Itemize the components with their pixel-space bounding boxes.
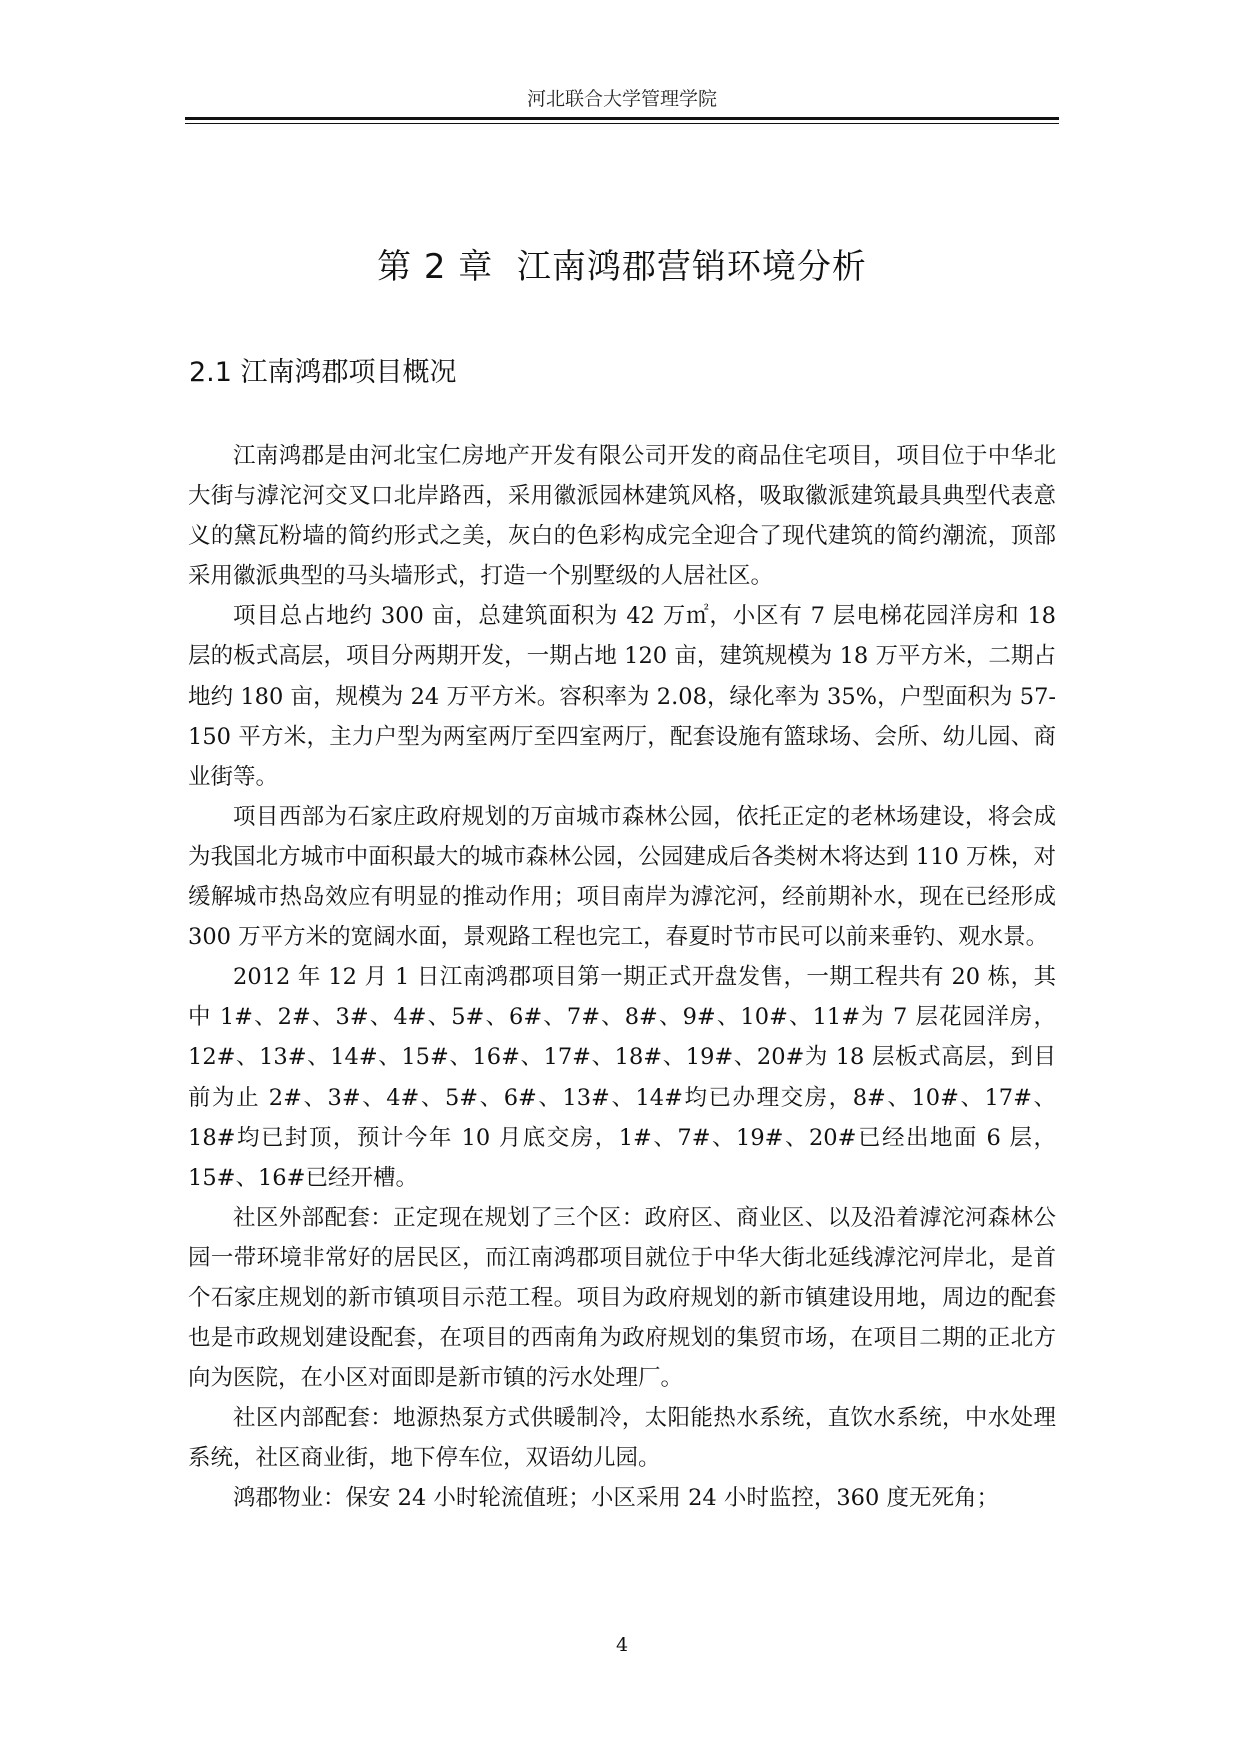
header-rule-thin bbox=[185, 123, 1059, 124]
body-text bbox=[188, 436, 1056, 1519]
header-rule-thick bbox=[185, 117, 1059, 120]
page-number: 4 bbox=[615, 1634, 629, 1656]
paragraph-sales-progress: 2012 年 12 月 1 日江南鸿郡项目第一期正式开盘发售，一期工程共有 20 栋，其中 1#、2#、3#、4#、5#、6#、7#、8#、9#、10#、11#为 7 层花园洋房，12#、13#、14#、15#、16#、17#、18#、19#、20#为 18 层板式高层，到目前为止 2#、3#、4#、5#、6#、13#、14#均已办理交房，8#、10#、17#、18#均已封顶，预计今年 10 月底交房，1#、7#、19#、20#已经出地面 6 层，15#、16#已经开槽。 bbox=[188, 964, 1056, 1191]
paragraph-internal-facilities: 社区内部配套：地源热泵方式供暖制冷，太阳能热水系统，直饮水系统，中水处理系统，社区商业街，地下停车位，双语幼儿园。 bbox=[188, 1405, 1056, 1472]
paragraph-external-facilities: 社区外部配套：正定现在规划了三个区：政府区、商业区、以及沿着滹沱河森林公园一带环境非常好的居民区，而江南鸿郡项目就位于中华大街北延线滹沱河岸北，是首个石家庄规划的新市镇项目示范工程。项目为政府规划的新市镇建设用地，周边的配套也是市政规划建设配套，在项目的西南角为政府规划的集贸市场，在项目二期的正北方向为医院，在小区对面即是新市镇的污水处理厂。 bbox=[188, 1204, 1056, 1392]
paragraph-surroundings: 项目西部为石家庄政府规划的万亩城市森林公园，依托正定的老林场建设，将会成为我国北方城市中面积最大的城市森林公园，公园建成后各类树木将达到 110 万株，对缓解城市热岛效应有明显的推动作用；项目南岸为滹沱河，经前期补水，现在已经形成 300 万平方米的宽阔水面，景观路工程也完工，春夏时节市民可以前来垂钓、观水景。 bbox=[188, 803, 1056, 951]
chapter-title: 第 2 章 江南鸿郡营销环境分析 bbox=[377, 247, 867, 287]
section-title: 2.1 江南鸿郡项目概况 bbox=[189, 357, 457, 388]
paragraph-property-management: 鸿郡物业：保安 24 小时轮流值班；小区采用 24 小时监控，360 度无死角； bbox=[233, 1485, 999, 1512]
paragraph-site-area: 项目总占地约 300 亩，总建筑面积为 42 万㎡，小区有 7 层电梯花园洋房和 18 层的板式高层，项目分两期开发，一期占地 120 亩，建筑规模为 18 万平方米，二期占地约 180 亩，规模为 24 万平方米。容积率为 2.08，绿化率为 35%，户型面积为 57-150 平方米，主力户型为两室两厅至四室两厅，配套设施有篮球场、会所、幼儿园、商业街等。 bbox=[188, 603, 1056, 790]
paragraph-project-overview: 江南鸿郡是由河北宝仁房地产开发有限公司开发的商品住宅项目，项目位于中华北大街与滹沱河交叉口北岸路西，采用徽派园林建筑风格，吸取徽派建筑最具典型代表意义的黛瓦粉墙的简约形式之美，灰白的色彩构成完全迎合了现代建筑的简约潮流，顶部采用徽派典型的马头墙形式，打造一个别墅级的人居社区。 bbox=[188, 443, 1056, 590]
running-header: 河北联合大学管理学院 bbox=[526, 88, 717, 110]
